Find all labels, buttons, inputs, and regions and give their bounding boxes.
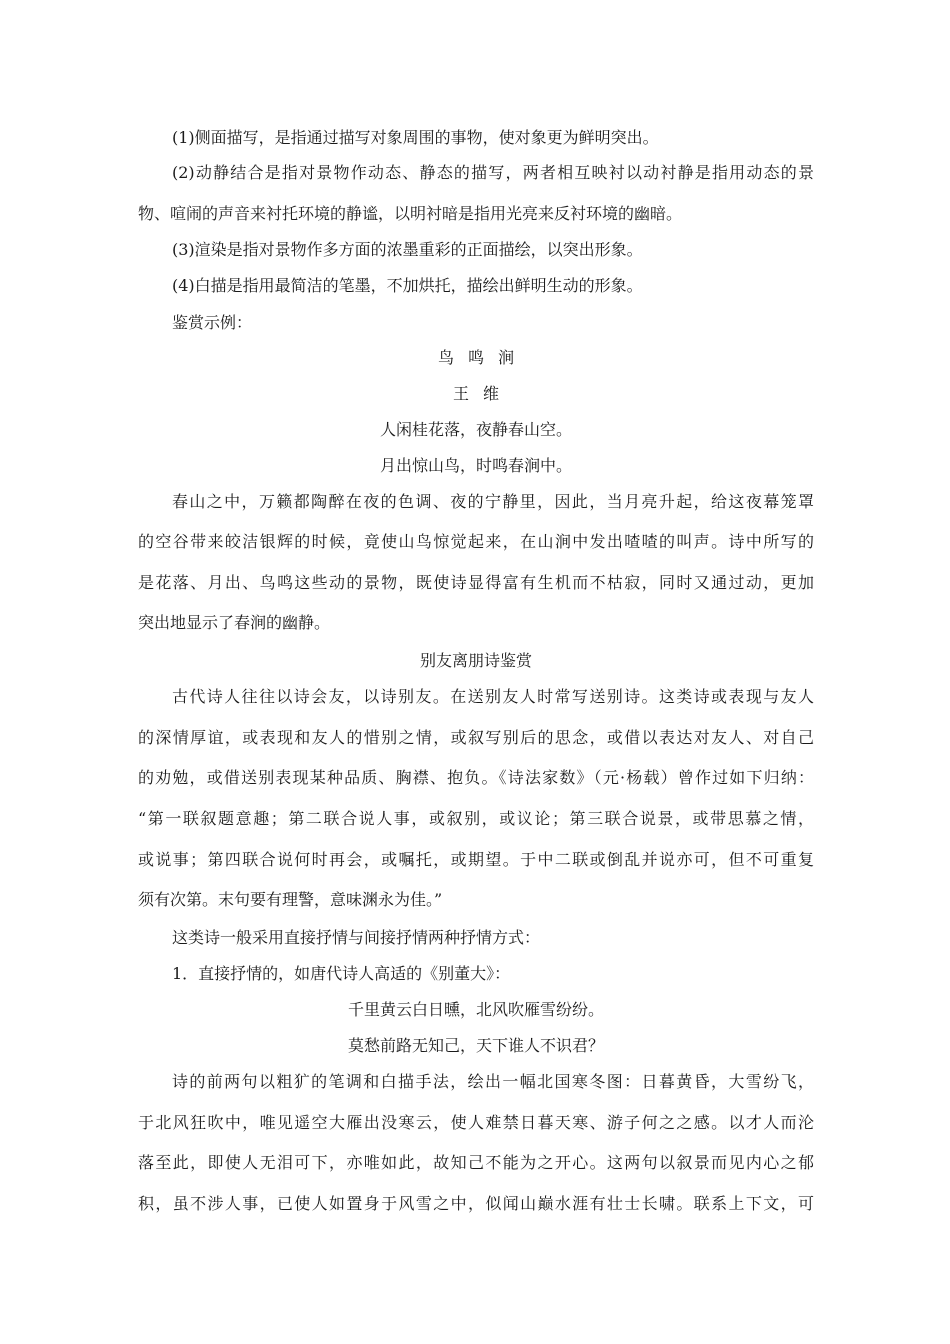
farewell-paragraph-line-1: 古代诗人往往以诗会友，以诗别友。在送别友人时常写送别诗。这类诗或表现与友人 [172, 687, 814, 706]
farewell-paragraph-line-2: 的深情厚谊，或表现和友人的惜别之情，或叙写别后的思念，或借以表达对友人、对自己 [138, 728, 814, 747]
farewell-paragraph-line-4: “第一联叙题意趣；第二联合说人事，或叙别，或议论；第三联合说景，或带思慕之情， [138, 809, 814, 828]
paragraph-rendering: (3)渲染是指对景物作多方面的浓墨重彩的正面描绘，以突出形象。 [172, 240, 643, 259]
paragraph-dynamic-static-line-2: 物、喧闹的声音来衬托环境的静谧，以明衬暗是指用光亮来反衬环境的幽暗。 [138, 204, 683, 223]
farewell-paragraph-line-6: 须有次第。末句要有理警，意味渊永为佳。” [138, 890, 443, 909]
analysis-paragraph-line-2: 的空谷带来皎洁银辉的时候，竟使山鸟惊觉起来，在山涧中发出喳喳的叫声。诗中所写的 [138, 532, 814, 551]
poem-line-2: 月出惊山鸟，时鸣春涧中。 [379, 456, 572, 475]
lyric-methods-intro: 这类诗一般采用直接抒情与间接抒情两种抒情方式： [172, 928, 541, 947]
section-title: 别友离朋诗鉴赏 [419, 651, 532, 670]
poem2-line-1: 千里黄云白日曛，北风吹雁雪纷纷。 [347, 1000, 604, 1019]
paragraph-dynamic-static-line-1: (2)动静结合是指对景物作动态、静态的描写，两者相互映衬以动衬静是指用动态的景 [172, 163, 814, 182]
poem-line-1: 人闲桂花落，夜静春山空。 [379, 420, 572, 439]
farewell-paragraph-line-5: 或说事；第四联合说何时再会，或嘱托，或期望。于中二联或倒乱并说亦可，但不可重复 [138, 850, 814, 869]
list-item-direct-lyric: 1．直接抒情的，如唐代诗人高适的《别董大》： [172, 964, 511, 983]
poem2-analysis-line-1: 诗的前两句以粗犷的笔调和白描手法，绘出一幅北国寒冬图：日暮黄昏，大雪纷飞， [172, 1072, 814, 1091]
analysis-paragraph-line-3: 是花落、月出、鸟鸣这些动的景物，既使诗显得富有生机而不枯寂，同时又通过动，更加 [138, 573, 814, 592]
farewell-paragraph-line-3: 的劝勉，或借送别表现某种品质、胸襟、抱负。《诗法家数》（元·杨载）曾作过如下归纳： [138, 768, 814, 787]
example-label: 鉴赏示例： [172, 313, 253, 332]
paragraph-side-description: (1)侧面描写，是指通过描写对象周围的事物，使对象更为鲜明突出。 [172, 128, 659, 147]
analysis-paragraph-line-4: 突出地显示了春涧的幽静。 [138, 613, 331, 632]
paragraph-line-drawing: (4)白描是指用最简洁的笔墨，不加烘托，描绘出鲜明生动的形象。 [172, 276, 643, 295]
poem-author: 王维 [452, 384, 513, 403]
poem-title: 鸟鸣涧 [437, 348, 528, 367]
poem2-analysis-line-2: 于北风狂吹中，唯见遥空大雁出没寒云，使人难禁日暮天寒、游子何之之感。以才人而沦 [138, 1113, 814, 1132]
poem2-line-2: 莫愁前路无知己，天下谁人不识君？ [347, 1036, 604, 1055]
analysis-paragraph-line-1: 春山之中，万籁都陶醉在夜的色调、夜的宁静里，因此，当月亮升起，给这夜幕笼罩 [172, 492, 814, 511]
poem2-analysis-line-4: 积，虽不涉人事，已使人如置身于风雪之中，似闻山巅水涯有壮士长啸。联系上下文，可 [138, 1194, 814, 1213]
poem2-analysis-line-3: 落至此，即使人无泪可下，亦唯如此，故知己不能为之开心。这两句以叙景而见内心之郁 [138, 1153, 814, 1172]
